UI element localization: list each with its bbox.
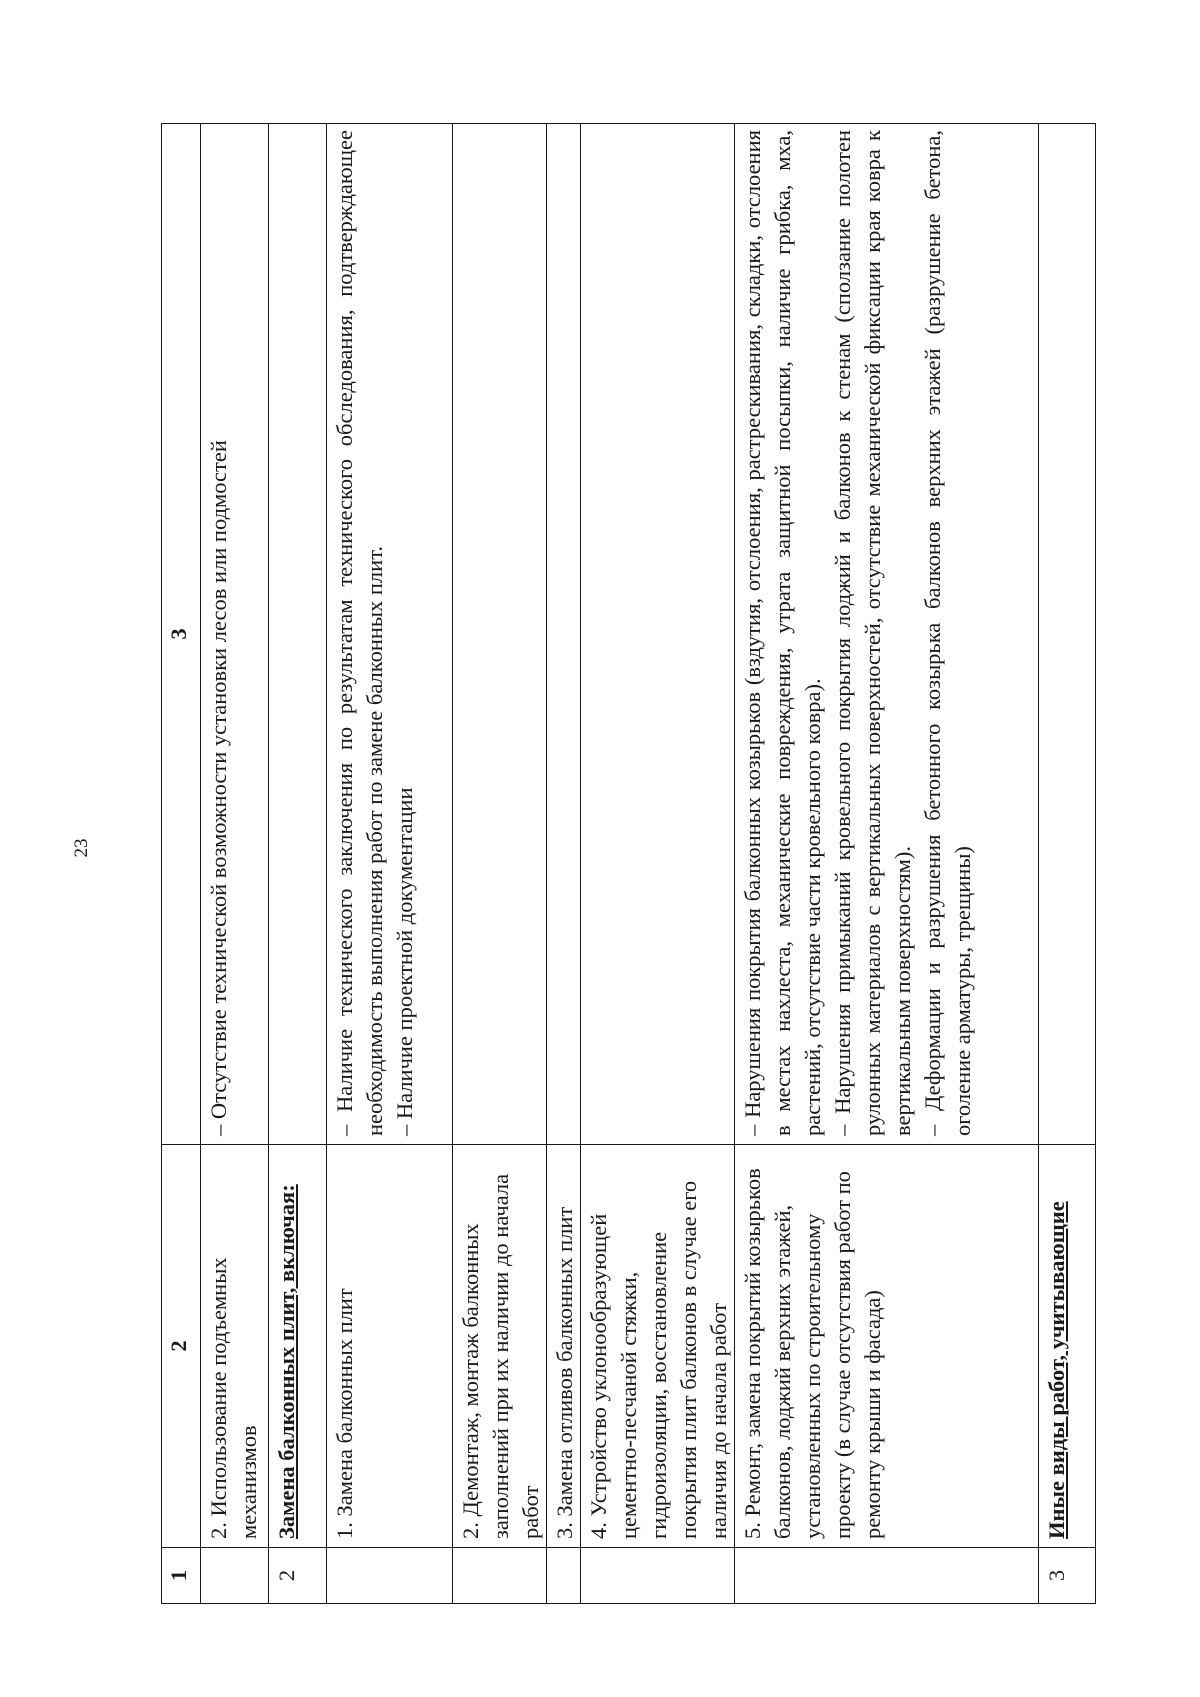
table-row: [1039, 124, 1096, 1604]
row-number-cell: [581, 1548, 735, 1604]
row-number-cell: 3: [1039, 1548, 1096, 1604]
table-header-row: [162, 124, 201, 1604]
section-title: Замена балконных плит, включая:: [274, 1184, 299, 1539]
requirements-table: [161, 124, 1096, 1604]
work-type-cell: 2. Демонтаж, монтаж балконных заполнений при их наличии до начала работ: [453, 1145, 547, 1548]
work-type-cell: [1039, 1145, 1096, 1548]
condition-item: – Нарушения примыканий кровельного покрытия лоджий и балконов к стенам (сползание полотен рулонных материалов с вертикальных поверхностей, отсутствие механической фиксации края ковра к вертикальным поверхностям).: [830, 130, 915, 1136]
condition-item: – Нарушения покрытия балконных козырьков (вздутия, отслоения, растрескивания, складки, отслоения в местах нахлеста, механические повреждения, утрата защитной посыпки, наличие грибка, мха, растений, отсутствие части кровельного ковра).: [740, 130, 825, 1136]
condition-item: – Отсутствие технической возможности установки лесов или подмостей: [206, 440, 231, 1136]
table-row: [327, 124, 453, 1604]
table-row: [547, 124, 581, 1604]
condition-item: – Наличие проектной документации: [392, 787, 417, 1136]
row-number-cell: [547, 1548, 581, 1604]
header-col-3: 3: [162, 124, 201, 1145]
page-number: 23: [71, 838, 92, 858]
header-col-1: 1: [162, 1548, 201, 1604]
condition-item: – Деформации и разрушения бетонного козырька балконов верхних этажей (разрушение бетона, оголение арматуры, трещины): [920, 130, 975, 1136]
table-row: [269, 124, 327, 1604]
work-type-cell: 1. Замена балконных плит: [327, 1145, 453, 1548]
row-number-cell: [201, 1548, 269, 1604]
condition-cell: [1039, 124, 1096, 1145]
row-number-cell: 2: [269, 1548, 327, 1604]
table-row: [581, 124, 735, 1604]
condition-cell: [547, 124, 581, 1145]
row-number-cell: [735, 1548, 1039, 1604]
table-row: [735, 124, 1039, 1604]
header-col-2: 2: [162, 1145, 201, 1548]
condition-cell: [581, 124, 735, 1145]
table-row: [201, 124, 269, 1604]
section-title: Иные виды работ, учитывающие: [1044, 1201, 1069, 1539]
condition-cell: [269, 124, 327, 1145]
condition-cell: [327, 124, 453, 1145]
table-row: [453, 124, 547, 1604]
work-type-cell: 3. Замена отливов балконных плит: [547, 1145, 581, 1548]
condition-cell: [201, 124, 269, 1145]
work-type-cell: 2. Использование подъемных механизмов: [201, 1145, 269, 1548]
row-number-cell: [453, 1548, 547, 1604]
condition-cell: [453, 124, 547, 1145]
row-number-cell: [327, 1548, 453, 1604]
work-type-cell: 4. Устройство уклонообразующей цементно-песчаной стяжки, гидроизоляции, восстановление покрытия плит балконов в случае его наличия до начала работ: [581, 1145, 735, 1548]
condition-item: – Наличие технического заключения по результатам технического обследования, подтверждающее необходимость выполнения работ по замене балконных плит.: [332, 130, 387, 1136]
work-type-cell: [269, 1145, 327, 1548]
condition-cell: [735, 124, 1039, 1145]
work-type-cell: 5. Ремонт, замена покрытий козырьков балконов, лоджий верхних этажей, установленных по строительному проекту (в случае отсутствия работ по ремонту крыши и фасада): [735, 1145, 1039, 1548]
